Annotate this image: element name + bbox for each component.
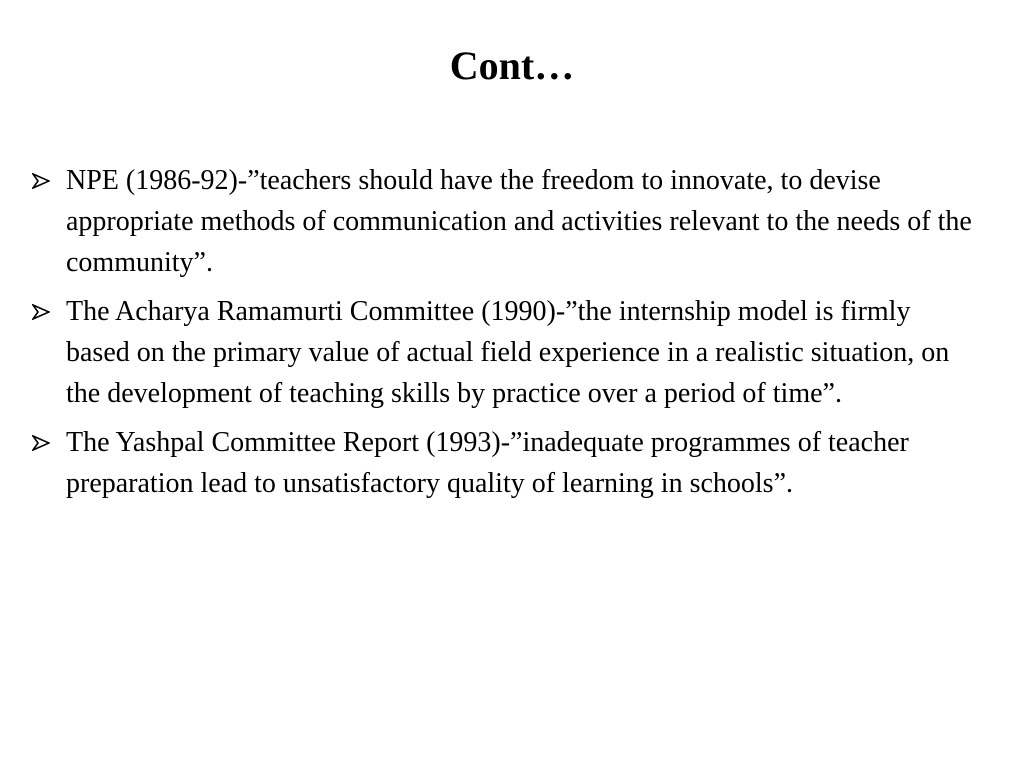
arrowhead-bullet-icon	[32, 435, 50, 451]
bullet-list	[30, 160, 980, 512]
bullet-item	[30, 291, 980, 414]
slide-title: Cont…	[449, 43, 575, 88]
bullet-item	[30, 422, 980, 504]
bullet-text: The Acharya Ramamurti Committee (1990)-”the internship model is firmly based on the primary value of actual field experience in a realistic situation, on the development of teaching skills by practice over a period of time”.	[66, 296, 950, 409]
bullet-text: NPE (1986-92)-”teachers should have the freedom to innovate, to devise appropriate methods of communication and activities relevant to the needs of the community”.	[66, 165, 972, 278]
arrowhead-bullet-icon	[32, 304, 50, 320]
bullet-text: The Yashpal Committee Report (1993)-”inadequate programmes of teacher preparation lead to unsatisfactory quality of learning in schools”.	[66, 427, 909, 499]
arrowhead-bullet-icon	[32, 173, 50, 189]
bullet-item	[30, 160, 980, 283]
